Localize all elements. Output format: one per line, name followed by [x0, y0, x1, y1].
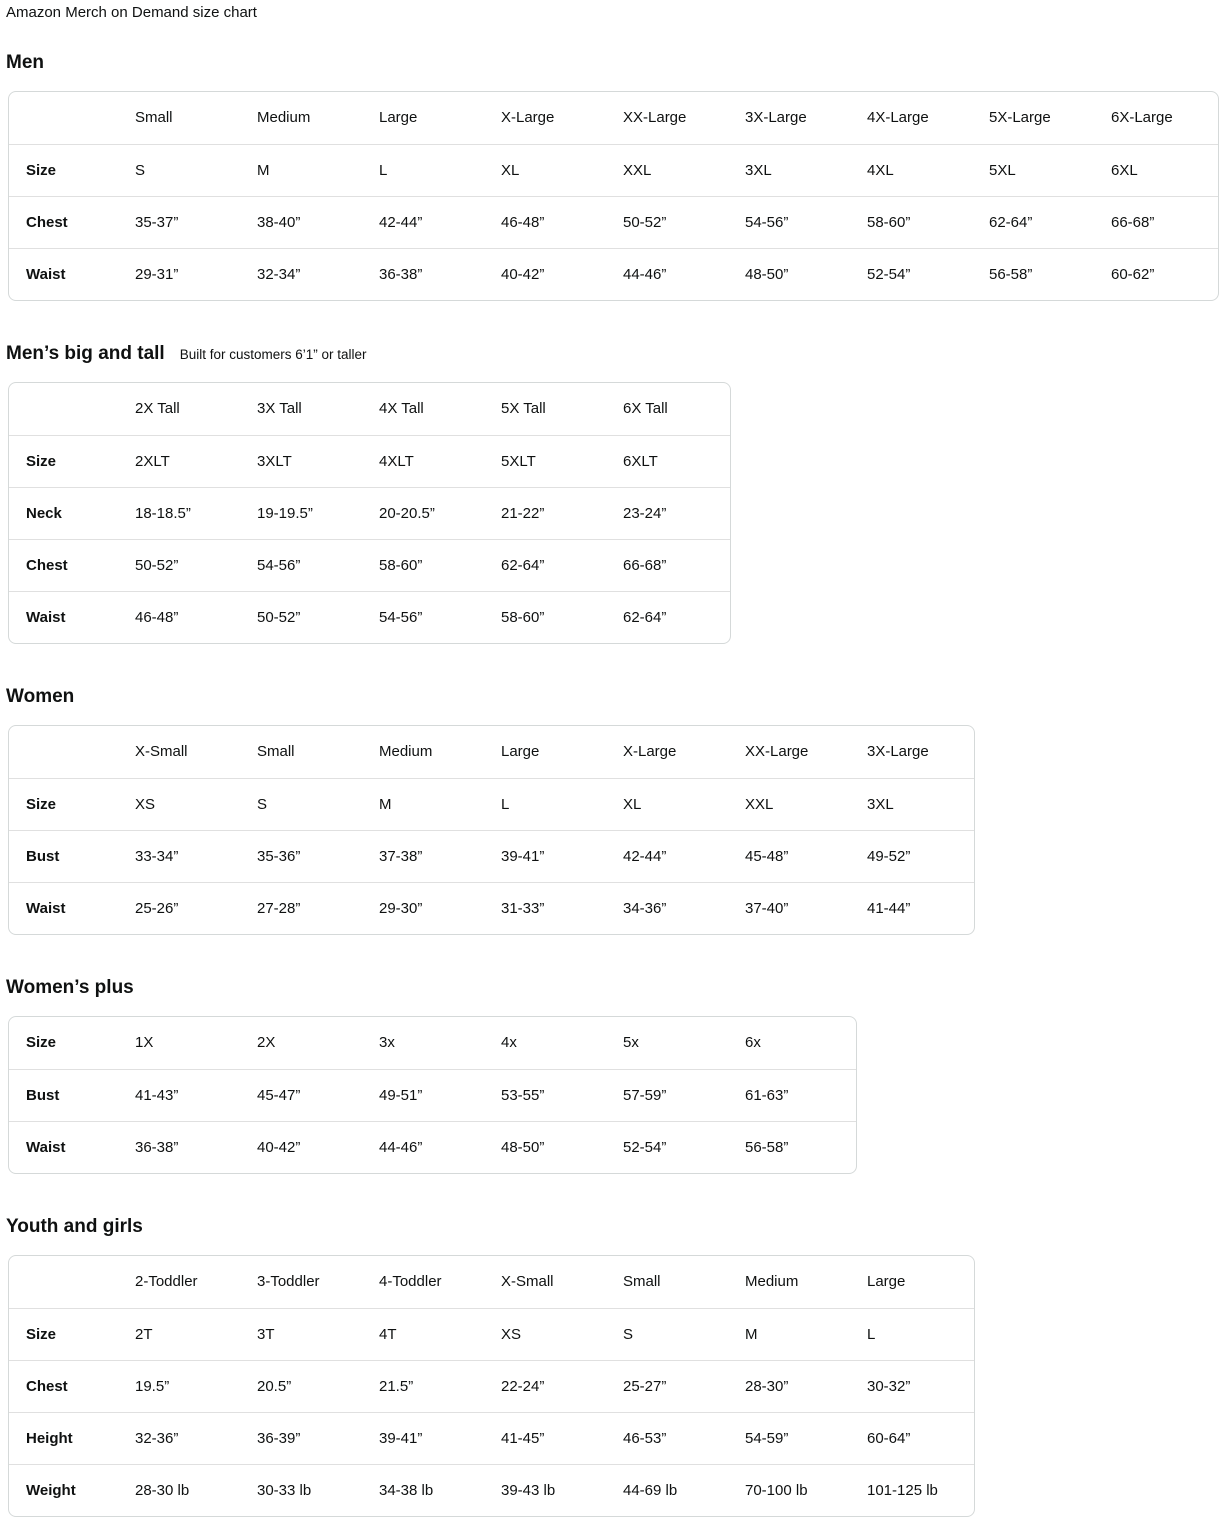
- row-label: Size: [26, 795, 57, 813]
- page-title: Amazon Merch on Demand size chart: [6, 4, 257, 21]
- cell-value: 18-18.5”: [135, 504, 191, 522]
- cell-value: 44-46”: [623, 265, 667, 283]
- table-row: [9, 882, 974, 934]
- cell-value: 33-34”: [135, 847, 179, 865]
- cell-value: XL: [623, 795, 642, 813]
- cell-value: 32-34”: [257, 265, 301, 283]
- cell-value: 21.5”: [379, 1377, 414, 1395]
- cell-value: 52-54”: [867, 265, 911, 283]
- cell-value: XXL: [623, 161, 652, 179]
- table-row: [9, 1017, 856, 1069]
- table-row: [9, 487, 730, 539]
- row-label: Size: [26, 1325, 57, 1343]
- section-heading-womens-plus: Women’s plus: [6, 977, 134, 998]
- cell-value: 4XL: [867, 161, 894, 179]
- table-row: [9, 196, 1218, 248]
- row-label: Chest: [26, 556, 68, 574]
- cell-value: 39-41”: [501, 847, 545, 865]
- table-row: [9, 248, 1218, 300]
- column-header: 4-Toddler: [379, 1273, 442, 1290]
- section-heading-women: Women: [6, 686, 75, 707]
- row-label: Size: [26, 452, 57, 470]
- cell-value: 31-33”: [501, 899, 545, 917]
- cell-value: 3T: [257, 1325, 275, 1343]
- section-youth-and-girls: [6, 1216, 1222, 1517]
- cell-value: M: [379, 795, 392, 813]
- table-row: [9, 778, 974, 830]
- section-women-heading-row: [6, 686, 1222, 708]
- cell-value: 50-52”: [135, 556, 179, 574]
- cell-value: 37-38”: [379, 847, 423, 865]
- cell-value: 39-41”: [379, 1429, 423, 1447]
- cell-value: 58-60”: [379, 556, 423, 574]
- table-header-row: [9, 1256, 974, 1308]
- cell-value: 44-46”: [379, 1138, 423, 1156]
- column-header: X-Small: [501, 1273, 554, 1290]
- cell-value: 57-59”: [623, 1086, 667, 1104]
- table-row: [9, 1069, 856, 1121]
- cell-value: 30-32”: [867, 1377, 911, 1395]
- cell-value: 36-38”: [379, 265, 423, 283]
- column-header: Large: [867, 1273, 906, 1290]
- cell-value: 5XL: [989, 161, 1016, 179]
- women-size-table: [8, 725, 975, 935]
- cell-value: 48-50”: [501, 1138, 545, 1156]
- cell-value: 4XLT: [379, 452, 414, 470]
- cell-value: 21-22”: [501, 504, 545, 522]
- table-header-row: [9, 726, 974, 778]
- table-row: [9, 1360, 974, 1412]
- cell-value: 5XLT: [501, 452, 536, 470]
- cell-value: 50-52”: [623, 213, 667, 231]
- cell-value: 29-30”: [379, 899, 423, 917]
- section-heading-youth: Youth and girls: [6, 1216, 143, 1237]
- row-label: Chest: [26, 1377, 68, 1395]
- table-row: [9, 1308, 974, 1360]
- cell-value: M: [257, 161, 270, 179]
- column-header: Small: [623, 1273, 661, 1290]
- cell-value: 58-60”: [867, 213, 911, 231]
- cell-value: 37-40”: [745, 899, 789, 917]
- cell-value: S: [257, 795, 268, 813]
- table-row: [9, 435, 730, 487]
- cell-value: 34-36”: [623, 899, 667, 917]
- column-header: 2X Tall: [135, 400, 180, 417]
- cell-value: 3XL: [867, 795, 894, 813]
- column-header: Small: [135, 109, 173, 126]
- row-label: Waist: [26, 608, 66, 626]
- column-header: 2-Toddler: [135, 1273, 198, 1290]
- youth-and-girls-size-table: [8, 1255, 975, 1517]
- cell-value: 28-30”: [745, 1377, 789, 1395]
- cell-value: 48-50”: [745, 265, 789, 283]
- section-mens-big-and-tall: [6, 343, 1222, 644]
- cell-value: 61-63”: [745, 1086, 789, 1104]
- column-header: Large: [379, 109, 418, 126]
- cell-value: 22-24”: [501, 1377, 545, 1395]
- cell-value: 2T: [135, 1325, 153, 1343]
- column-header: XX-Large: [623, 109, 687, 126]
- column-header: Small: [257, 743, 295, 760]
- cell-value: XL: [501, 161, 520, 179]
- cell-value: 56-58”: [989, 265, 1033, 283]
- section-men-heading-row: [6, 52, 1222, 74]
- cell-value: 62-64”: [623, 608, 667, 626]
- cell-value: 42-44”: [623, 847, 667, 865]
- cell-value: 49-51”: [379, 1086, 423, 1104]
- row-label: Neck: [26, 504, 62, 522]
- cell-value: 3x: [379, 1034, 395, 1051]
- row-label: Size: [26, 161, 57, 179]
- cell-value: 45-47”: [257, 1086, 301, 1104]
- table-row: [9, 1464, 974, 1516]
- cell-value: 49-52”: [867, 847, 911, 865]
- cell-value: 60-62”: [1111, 265, 1155, 283]
- cell-value: 25-26”: [135, 899, 179, 917]
- cell-value: 4T: [379, 1325, 397, 1343]
- cell-value: 6x: [745, 1034, 761, 1051]
- row-label: Size: [26, 1034, 57, 1051]
- cell-value: XXL: [745, 795, 774, 813]
- cell-value: 20.5”: [257, 1377, 292, 1395]
- column-header: Medium: [379, 743, 433, 760]
- row-label: Waist: [26, 1138, 66, 1156]
- cell-value: 101-125 lb: [867, 1481, 938, 1499]
- section-subtitle-big-tall: Built for customers 6’1” or taller: [179, 347, 367, 362]
- cell-value: 41-45”: [501, 1429, 545, 1447]
- cell-value: 4x: [501, 1034, 517, 1051]
- row-label: Weight: [26, 1481, 76, 1499]
- cell-value: 2X: [257, 1034, 276, 1051]
- cell-value: 62-64”: [989, 213, 1033, 231]
- cell-value: 41-43”: [135, 1086, 179, 1104]
- cell-value: 32-36”: [135, 1429, 179, 1447]
- cell-value: 20-20.5”: [379, 504, 435, 522]
- cell-value: 52-54”: [623, 1138, 667, 1156]
- mens-big-and-tall-size-table: [8, 382, 731, 644]
- column-header: X-Large: [623, 743, 677, 760]
- section-women: [6, 686, 1222, 935]
- cell-value: 46-48”: [501, 213, 545, 231]
- table-row: [9, 539, 730, 591]
- cell-value: 62-64”: [501, 556, 545, 574]
- cell-value: 19.5”: [135, 1377, 170, 1395]
- cell-value: 40-42”: [501, 265, 545, 283]
- table-row: [9, 591, 730, 643]
- table-header-row: [9, 92, 1218, 144]
- cell-value: S: [623, 1325, 634, 1343]
- cell-value: 19-19.5”: [257, 504, 313, 522]
- column-header: 4X-Large: [867, 109, 929, 126]
- cell-value: 66-68”: [623, 556, 667, 574]
- cell-value: 46-53”: [623, 1429, 667, 1447]
- column-header: 5X-Large: [989, 109, 1051, 126]
- cell-value: 6XL: [1111, 161, 1138, 179]
- cell-value: 54-59”: [745, 1429, 789, 1447]
- row-label: Chest: [26, 213, 68, 231]
- section-big-tall-heading-row: [6, 343, 1222, 365]
- cell-value: 41-44”: [867, 899, 911, 917]
- section-men: [6, 52, 1222, 301]
- cell-value: 34-38 lb: [379, 1481, 434, 1499]
- womens-plus-size-table: [8, 1016, 857, 1174]
- column-header: 3X-Large: [745, 109, 807, 126]
- cell-value: 5x: [623, 1034, 639, 1051]
- cell-value: 66-68”: [1111, 213, 1155, 231]
- section-heading-big-tall: Men’s big and tall: [6, 343, 165, 364]
- section-youth-heading-row: [6, 1216, 1222, 1238]
- column-header: 6X-Large: [1111, 109, 1173, 126]
- row-label: Bust: [26, 847, 60, 865]
- cell-value: 40-42”: [257, 1138, 301, 1156]
- cell-value: 6XLT: [623, 452, 658, 470]
- cell-value: 36-38”: [135, 1138, 179, 1156]
- cell-value: 50-52”: [257, 608, 301, 626]
- cell-value: M: [745, 1325, 758, 1343]
- column-header: 3X Tall: [257, 400, 302, 417]
- cell-value: S: [135, 161, 146, 179]
- cell-value: 23-24”: [623, 504, 667, 522]
- cell-value: 53-55”: [501, 1086, 545, 1104]
- cell-value: 42-44”: [379, 213, 423, 231]
- column-header: 6X Tall: [623, 400, 668, 417]
- table-row: [9, 1121, 856, 1173]
- men-size-table: [8, 91, 1219, 301]
- cell-value: 29-31”: [135, 265, 179, 283]
- cell-value: 45-48”: [745, 847, 789, 865]
- cell-value: XS: [135, 795, 156, 813]
- cell-value: 44-69 lb: [623, 1481, 678, 1499]
- cell-value: 3XL: [745, 161, 772, 179]
- row-label: Waist: [26, 265, 66, 283]
- table-row: [9, 830, 974, 882]
- column-header: 3-Toddler: [257, 1273, 320, 1290]
- cell-value: 54-56”: [379, 608, 423, 626]
- cell-value: L: [501, 795, 510, 813]
- cell-value: 3XLT: [257, 452, 292, 470]
- column-header: 4X Tall: [379, 400, 424, 417]
- column-header: 3X-Large: [867, 743, 929, 760]
- cell-value: 70-100 lb: [745, 1481, 808, 1499]
- cell-value: XS: [501, 1325, 522, 1343]
- row-label: Waist: [26, 899, 66, 917]
- cell-value: 28-30 lb: [135, 1481, 190, 1499]
- table-row: [9, 1412, 974, 1464]
- cell-value: 54-56”: [257, 556, 301, 574]
- cell-value: 30-33 lb: [257, 1481, 312, 1499]
- column-header: Medium: [745, 1273, 799, 1290]
- cell-value: 58-60”: [501, 608, 545, 626]
- cell-value: 56-58”: [745, 1138, 789, 1156]
- column-header: XX-Large: [745, 743, 809, 760]
- section-heading-men: Men: [6, 52, 44, 73]
- cell-value: 2XLT: [135, 452, 170, 470]
- column-header: X-Large: [501, 109, 555, 126]
- cell-value: L: [379, 161, 388, 179]
- row-label: Height: [26, 1429, 73, 1447]
- cell-value: 35-37”: [135, 213, 179, 231]
- section-womens-plus: [6, 977, 1222, 1174]
- column-header: 5X Tall: [501, 400, 546, 417]
- cell-value: L: [867, 1325, 876, 1343]
- cell-value: 38-40”: [257, 213, 301, 231]
- cell-value: 35-36”: [257, 847, 301, 865]
- column-header: X-Small: [135, 743, 188, 760]
- row-label: Bust: [26, 1086, 60, 1104]
- cell-value: 46-48”: [135, 608, 179, 626]
- cell-value: 1X: [135, 1034, 154, 1051]
- cell-value: 60-64”: [867, 1429, 911, 1447]
- table-row: [9, 144, 1218, 196]
- cell-value: 25-27”: [623, 1377, 667, 1395]
- column-header: Medium: [257, 109, 311, 126]
- cell-value: 27-28”: [257, 899, 301, 917]
- column-header: Large: [501, 743, 540, 760]
- cell-value: 39-43 lb: [501, 1481, 556, 1499]
- cell-value: 36-39”: [257, 1429, 301, 1447]
- cell-value: 54-56”: [745, 213, 789, 231]
- section-womens-plus-heading-row: [6, 977, 1222, 999]
- table-header-row: [9, 383, 730, 435]
